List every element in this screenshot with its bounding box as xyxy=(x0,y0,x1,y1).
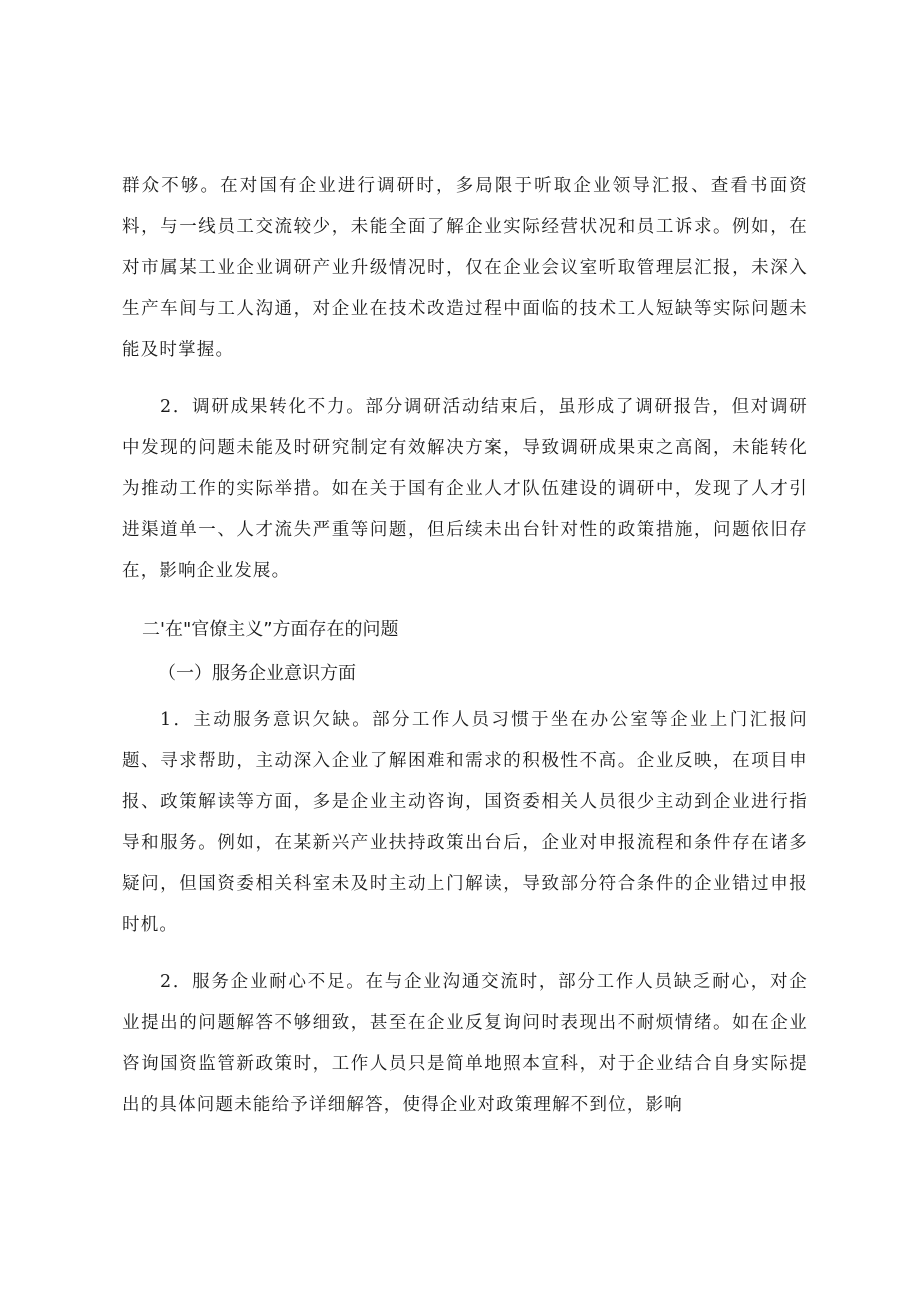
paragraph-research-results: 2．调研成果转化不力。部分调研活动结束后，虽形成了调研报告，但对调研中发现的问题未能及时研究制定有效解决方案，导致调研成果束之高阁，未能转化为推动工作的实际举措。如在关于国有企业人才队伍建设的调研中，发现了人才引进渠道单一、人才流失严重等问题，但后续未出台针对性的政策措施，问题依旧存在，影响企业发展。 xyxy=(122,397,808,581)
paragraph-service-awareness: 1．主动服务意识欠缺。部分工作人员习惯于坐在办公室等企业上门汇报问题、寻求帮助，主动深入企业了解困难和需求的积极性不高。企业反映，在项目申报、政策解读等方面，多是企业主动咨询，国资委相关人员很少主动到企业进行指导和服务。例如，在某新兴产业扶持政策出台后，企业对申报流程和条件存在诸多疑问，但国资委相关科室未及时主动上门解读，导致部分符合条件的企业错过申报时机。 xyxy=(122,710,808,935)
section-heading: 二'在"官僚主义”方面存在的问题 xyxy=(142,619,399,640)
paragraph-continuation: 群众不够。在对国有企业进行调研时，多局限于听取企业领导汇报、查看书面资料，与一线员工交流较少，未能全面了解企业实际经营状况和员工诉求。例如，在对市属某工业企业调研产业升级情况时，仅在企业会议室听取管理层汇报，未深入生产车间与工人沟通，对企业在技术改造过程中面临的技术工人短缺等实际问题未能及时掌握。 xyxy=(122,176,808,360)
paragraph-service-patience: 2．服务企业耐心不足。在与企业沟通交流时，部分工作人员缺乏耐心，对企业提出的问题解答不够细致，甚至在企业反复询问时表现出不耐烦情绪。如在企业咨询国资监管新政策时，工作人员只是简单地照本宣科，对于企业结合自身实际提出的具体问题未能给予详细解答，使得企业对政策理解不到位，影响 xyxy=(122,972,808,1115)
document-body xyxy=(122,166,808,1142)
subsection-heading: （一）服务企业意识方面 xyxy=(158,663,356,684)
